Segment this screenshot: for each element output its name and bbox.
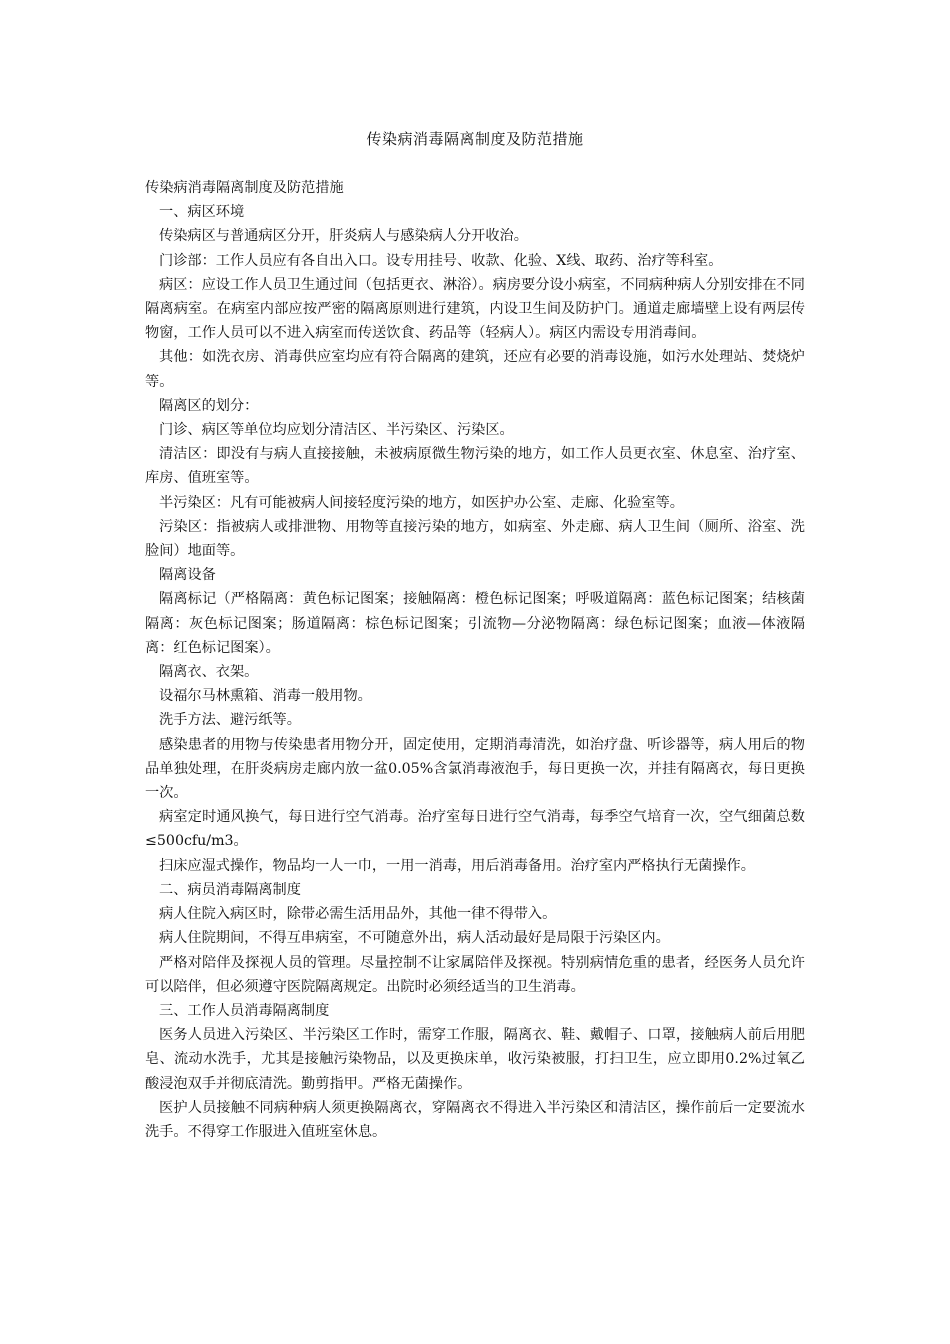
paragraph: 医务人员进入污染区、半污染区工作时，需穿工作服，隔离衣、鞋、戴帽子、口罩，接触病人前后用肥皂、流动水洗手，尤其是接触污染物品，以及更换床单，收污染被服，打扫卫生，应立即用0.2%过氧乙酸浸泡双手并彻底清洗。勤剪指甲。严格无菌操作。 bbox=[145, 1027, 805, 1092]
paragraph: 隔离标记（严格隔离：黄色标记图案；接触隔离：橙色标记图案；呼吸道隔离：蓝色标记图案；结核菌隔离：灰色标记图案；肠道隔离：棕色标记图案；引流物—分泌物隔离：绿色标记图案；血液—体液隔离：红色标记图案）。 bbox=[145, 591, 805, 656]
section-heading-staff-isolation: 三、工作人员消毒隔离制度 bbox=[159, 1002, 330, 1019]
paragraph: 病区：应设工作人员卫生通过间（包括更衣、淋浴）。病房要分设小病室，不同病种病人分别安排在不同隔离病室。在病室内部应按严密的隔离原则进行建筑，内设卫生间及防护门。通道走廊墙壁上设有两层传物窗，工作人员可以不进入病室而传送饮食、药品等（轻病人）。病区内需设专用消毒间。 bbox=[145, 276, 805, 342]
subheading-isolation-equipment: 隔离设备 bbox=[159, 567, 216, 584]
paragraph: 洗手方法、避污纸等。 bbox=[159, 712, 301, 729]
section-heading-patient-isolation: 二、病员消毒隔离制度 bbox=[159, 881, 301, 898]
paragraph: 病人住院期间，不得互串病室，不可随意外出，病人活动最好是局限于污染区内。 bbox=[159, 930, 670, 947]
paragraph: 医护人员接触不同病种病人须更换隔离衣，穿隔离衣不得进入半污染区和清洁区，操作前后一定要流水洗手。不得穿工作服进入值班室休息。 bbox=[145, 1099, 805, 1140]
paragraph: 病室定时通风换气，每日进行空气消毒。治疗室每日进行空气消毒，每季空气培育一次，空气细菌总数≤500cfu/m3。 bbox=[145, 809, 805, 850]
document-body bbox=[145, 176, 805, 1144]
section-heading-ward-environment: 一、病区环境 bbox=[159, 204, 245, 221]
paragraph: 门诊、病区等单位均应划分清洁区、半污染区、污染区。 bbox=[159, 422, 514, 439]
paragraph: 病人住院入病区时，除带必需生活用品外，其他一律不得带入。 bbox=[159, 906, 557, 923]
paragraph: 半污染区：凡有可能被病人间接轻度污染的地方，如医护办公室、走廊、化验室等。 bbox=[159, 494, 684, 511]
paragraph: 扫床应湿式操作，物品均一人一巾，一用一消毒，用后消毒备用。治疗室内严格执行无菌操作。 bbox=[159, 857, 755, 874]
paragraph: 其他：如洗衣房、消毒供应室均应有符合隔离的建筑，还应有必要的消毒设施，如污水处理站、焚烧炉等。 bbox=[145, 349, 805, 390]
paragraph: 污染区：指被病人或排泄物、用物等直接污染的地方，如病室、外走廊、病人卫生间（厕所、浴室、洗脸间）地面等。 bbox=[145, 518, 805, 560]
paragraph: 传染病区与普通病区分开，肝炎病人与感染病人分开收治。 bbox=[159, 228, 528, 245]
paragraph: 门诊部：工作人员应有各自出入口。设专用挂号、收款、化验、X线、取药、治疗等科室。 bbox=[159, 252, 723, 269]
paragraph: 清洁区：即没有与病人直接接触，未被病原微生物污染的地方，如工作人员更衣室、休息室、治疗室、库房、值班室等。 bbox=[145, 446, 805, 487]
paragraph: 严格对陪伴及探视人员的管理。尽量控制不让家属陪伴及探视。特别病情危重的患者，经医务人员允许可以陪伴，但必须遵守医院隔离规定。出院时必须经适当的卫生消毒。 bbox=[145, 954, 805, 995]
paragraph: 设福尔马林熏箱、消毒一般用物。 bbox=[159, 688, 372, 705]
document-title: 传染病消毒隔离制度及防范措施 bbox=[366, 130, 584, 148]
paragraph: 感染患者的用物与传染患者用物分开，固定使用，定期消毒清洗，如治疗盘、听诊器等，病人用后的物品单独处理，在肝炎病房走廊内放一盆0.05%含氯消毒液泡手，每日更换一次，并挂有隔离衣，每日更换一次。 bbox=[145, 736, 805, 802]
subheading-isolation-zones: 隔离区的划分： bbox=[159, 397, 259, 414]
paragraph: 隔离衣、衣架。 bbox=[159, 664, 259, 681]
body-heading: 传染病消毒隔离制度及防范措施 bbox=[145, 180, 344, 196]
